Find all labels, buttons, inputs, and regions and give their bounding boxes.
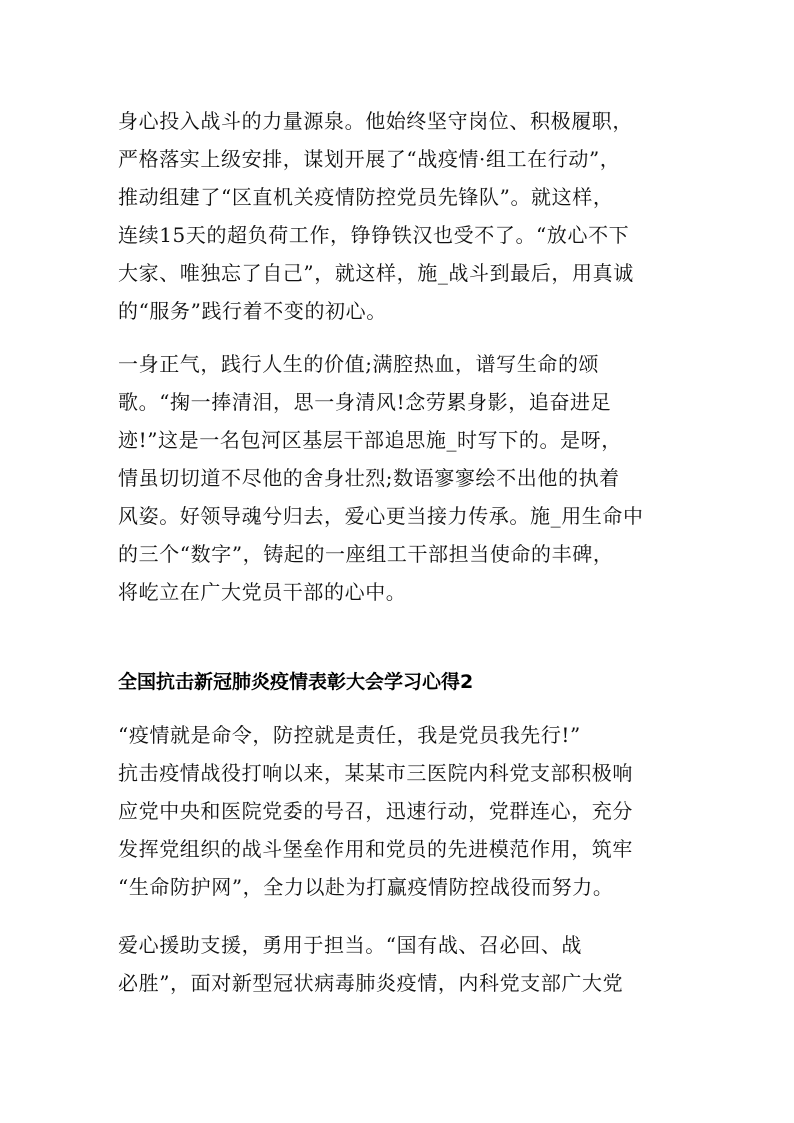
text-line: 一身正气，践行人生的价值;满腔热血，谱写生命的颂 bbox=[118, 352, 600, 376]
text-line: “生命防护网”，全力以赴为打赢疫情防控战役而努力。 bbox=[118, 875, 614, 899]
text-line: 将屹立在广大党员干部的心中。 bbox=[118, 580, 407, 604]
paragraph-epidemic-command bbox=[118, 716, 678, 906]
text-line: 情虽切切道不尽他的舍身壮烈;数语寥寥绘不出他的执着 bbox=[118, 466, 620, 490]
text-line: 风姿。好领导魂兮归去，爱心更当接力传承。施_用生命中 bbox=[118, 504, 644, 528]
paragraph bbox=[118, 716, 678, 906]
text-line: “疫情就是命令，防控就是责任，我是党员我先行!” bbox=[118, 723, 581, 747]
text-line: 连续15天的超负荷工作，铮铮铁汉也受不了。“放心不下 bbox=[118, 223, 630, 247]
text-line: 推动组建了“区直机关疫情防控党员先锋队”。就这样， bbox=[118, 185, 614, 209]
text-line: 应党中央和医院党委的号召，迅速行动，党群连心，充分 bbox=[118, 799, 633, 823]
text-line: 迹!”这是一名包河区基层干部追思施_时写下的。是呀， bbox=[118, 428, 622, 452]
paragraph bbox=[118, 102, 678, 330]
text-line: 歌。“掬一捧清泪，思一身清风!念劳累身影，追奋进足 bbox=[118, 390, 612, 414]
text-line: 严格落实上级安排，谋划开展了“战疫情·组工在行动”， bbox=[118, 147, 621, 171]
text-line: 发挥党组织的战斗堡垒作用和党员的先进模范作用，筑牢 bbox=[118, 837, 633, 861]
paragraph bbox=[118, 926, 678, 1002]
text-line: 爱心援助支援，勇用于担当。“国有战、召必回、战 bbox=[118, 933, 583, 957]
paragraph-support bbox=[118, 926, 678, 1002]
text-line: 必胜”，面对新型冠状病毒肺炎疫情，内科党支部广大党 bbox=[118, 971, 624, 995]
paragraph-continuation bbox=[118, 102, 678, 330]
text-line: 身心投入战斗的力量源泉。他始终坚守岗位、积极履职， bbox=[118, 109, 633, 133]
text-line: 抗击疫情战役打响以来，某某市三医院内科党支部积极响 bbox=[118, 761, 633, 785]
text-line: 大家、唯独忘了自己”，就这样，施_战斗到最后，用真诚 bbox=[118, 261, 634, 285]
paragraph-righteousness bbox=[118, 345, 678, 611]
section-heading: 全国抗击新冠肺炎疫情表彰大会学习心得2 bbox=[118, 671, 474, 693]
text-line: 的三个“数字”，铸起的一座组工干部担当使命的丰碑， bbox=[118, 542, 614, 566]
paragraph bbox=[118, 345, 678, 611]
text-line: 的“服务”践行着不变的初心。 bbox=[118, 299, 387, 323]
